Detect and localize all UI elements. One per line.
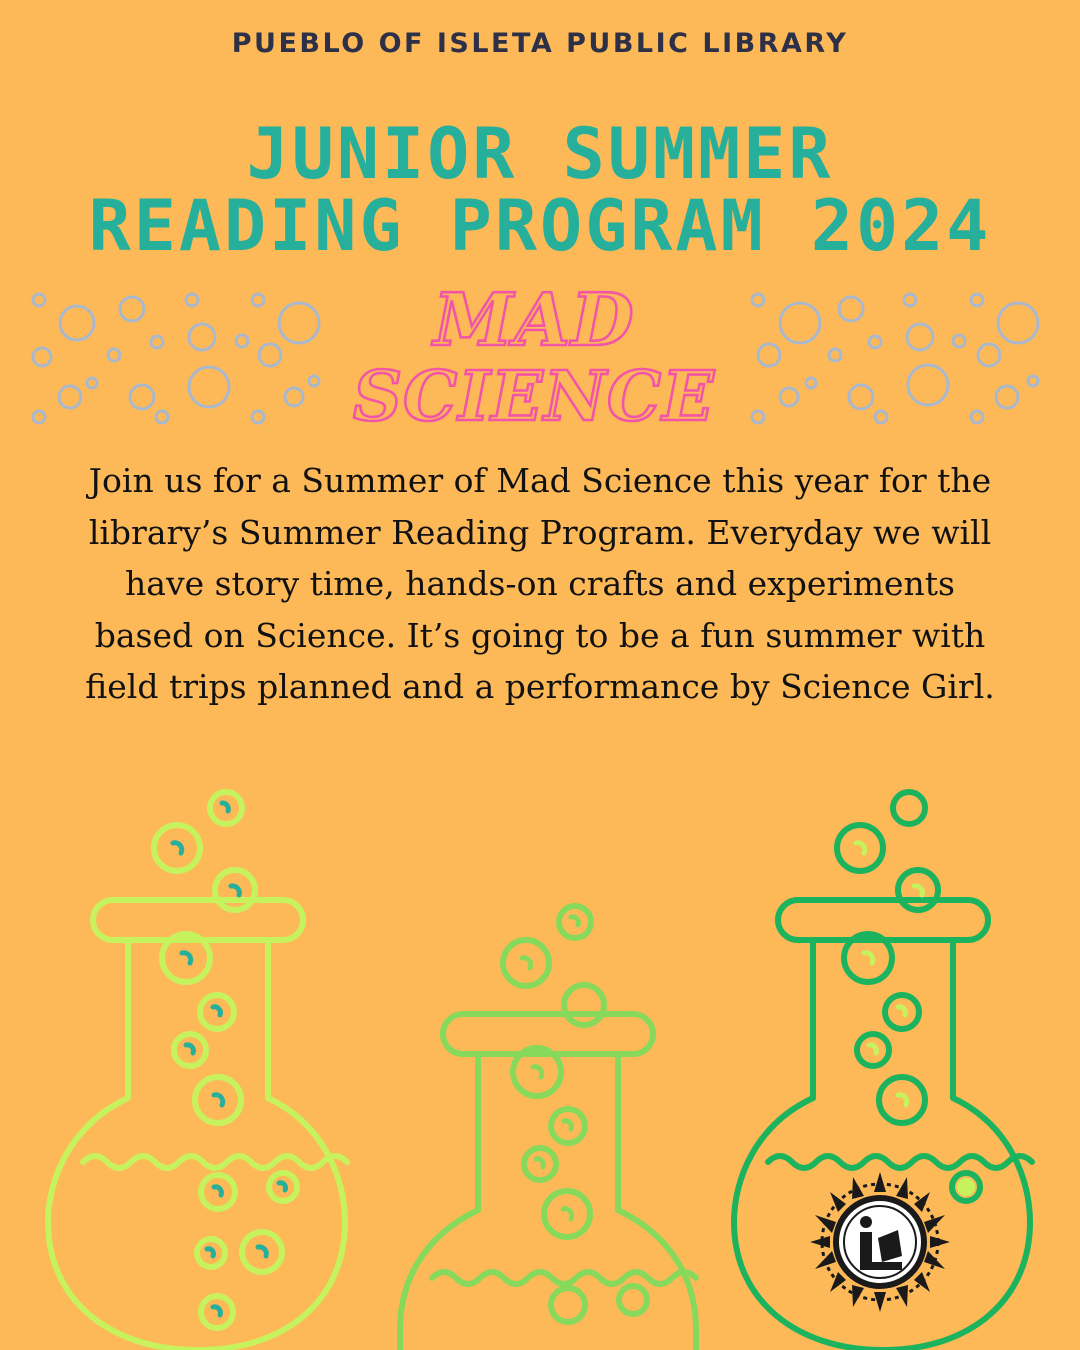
theme-line-2: SCIENCE <box>353 357 715 437</box>
library-logo-icon <box>808 1170 952 1314</box>
theme-line-1: MAD <box>433 277 635 362</box>
flask-left-icon <box>48 792 347 1350</box>
program-description: Join us for a Summer of Mad Science this year for the library’s Summer Reading Program. Everyday we will have story time, hands-on crafts and experiments based on Science. It’s going to be a fun summer with field trips planned and a performance by Science Girl. <box>85 461 995 706</box>
program-title-line-1: JUNIOR SUMMER <box>246 113 834 195</box>
flasks-illustration <box>0 770 1080 1350</box>
flask-middle-icon <box>400 906 696 1350</box>
library-name: PUEBLO OF ISLETA PUBLIC LIBRARY <box>231 28 849 59</box>
theme-title <box>0 0 1080 440</box>
program-title-line-2: READING PROGRAM 2024 <box>88 185 992 267</box>
